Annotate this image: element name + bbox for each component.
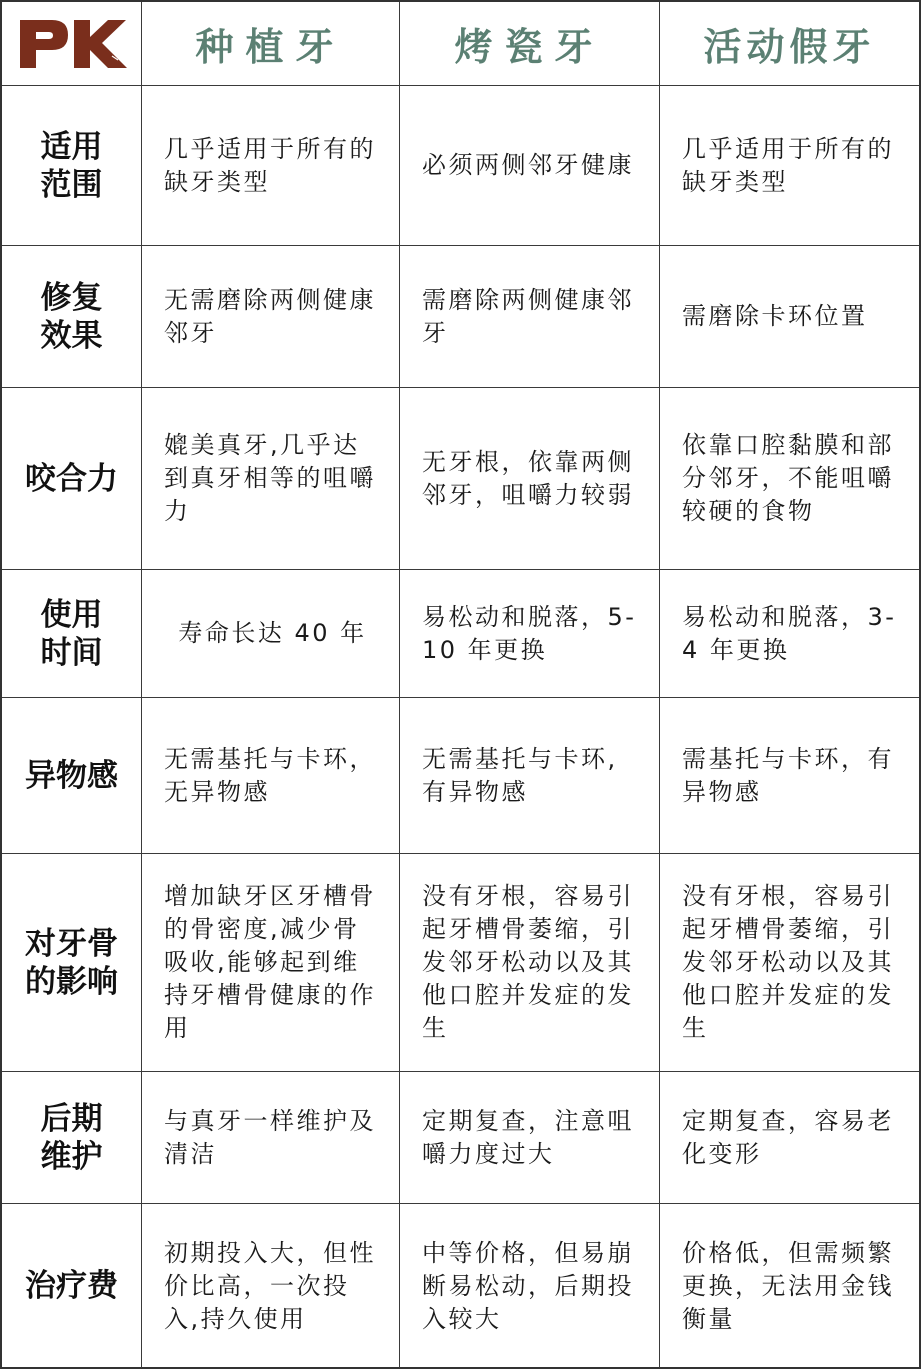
table-cell: 无需磨除两侧健康邻牙 bbox=[142, 246, 400, 388]
table-cell: 没有牙根，容易引起牙槽骨萎缩，引发邻牙松动以及其他口腔并发症的发生 bbox=[400, 854, 660, 1072]
table-cell: 无牙根，依靠两侧邻牙，咀嚼力较弱 bbox=[400, 388, 660, 570]
table-cell: 与真牙一样维护及清洁 bbox=[142, 1072, 400, 1204]
row-label-maintenance: 后期维护 bbox=[2, 1072, 142, 1204]
table-cell: 增加缺牙区牙槽骨的骨密度,减少骨吸收,能够起到维持牙槽骨健康的作用 bbox=[142, 854, 400, 1072]
table-cell: 依靠口腔黏膜和部分邻牙，不能咀嚼较硬的食物 bbox=[660, 388, 919, 570]
row-label-bite-force: 咬合力 bbox=[2, 388, 142, 570]
table-cell: 初期投入大，但性价比高，一次投入,持久使用 bbox=[142, 1204, 400, 1368]
table-cell: 需磨除卡环位置 bbox=[660, 246, 919, 388]
table-cell: 价格低，但需频繁更换，无法用金钱衡量 bbox=[682, 1238, 894, 1333]
row-label-cost: 治疗费 bbox=[2, 1204, 142, 1368]
pk-logo-text: PK bbox=[70, 55, 73, 57]
column-header-porcelain: 烤瓷牙 bbox=[400, 2, 660, 86]
row-label-lifetime: 使用时间 bbox=[2, 570, 142, 698]
table-cell: 没有牙根，容易引起牙槽骨萎缩，引发邻牙松动以及其他口腔并发症的发生 bbox=[660, 854, 919, 1072]
pk-logo-cell bbox=[2, 2, 142, 86]
table-cell: 中等价格，但易崩断易松动，后期投入较大 bbox=[400, 1204, 660, 1368]
table-cell: 定期复查，注意咀嚼力度过大 bbox=[400, 1072, 660, 1204]
table-cell: 无需基托与卡环，无异物感 bbox=[142, 698, 400, 854]
table-cell: 媲美真牙,几乎达到真牙相等的咀嚼力 bbox=[142, 388, 400, 570]
table-cell: 需磨除两侧健康邻牙 bbox=[400, 246, 660, 388]
table-cell: 需基托与卡环，有异物感 bbox=[660, 698, 919, 854]
row-label-scope: 适用范围 bbox=[2, 86, 142, 246]
table-cell: 易松动和脱落，3-4 年更换 bbox=[660, 570, 919, 698]
pk-logo bbox=[16, 16, 128, 72]
table-cell: 无需基托与卡环,有异物感 bbox=[400, 698, 660, 854]
column-header-implant: 种植牙 bbox=[142, 2, 400, 86]
column-header-denture: 活动假牙 bbox=[660, 2, 919, 86]
table-cell: 几乎适用于所有的缺牙类型 bbox=[660, 86, 919, 246]
row-label-bone-impact: 对牙骨的影响 bbox=[2, 854, 142, 1072]
row-label-foreign-body: 异物感 bbox=[2, 698, 142, 854]
row-label-effect: 修复效果 bbox=[2, 246, 142, 388]
table-cell: 定期复查，容易老化变形 bbox=[660, 1072, 919, 1204]
table-cell: 寿命长达 40 年 bbox=[142, 570, 400, 698]
table-cell: 必须两侧邻牙健康 bbox=[400, 86, 660, 246]
table-cell: 易松动和脱落，5-10 年更换 bbox=[400, 570, 660, 698]
table-cell: 几乎适用于所有的缺牙类型 bbox=[142, 86, 400, 246]
